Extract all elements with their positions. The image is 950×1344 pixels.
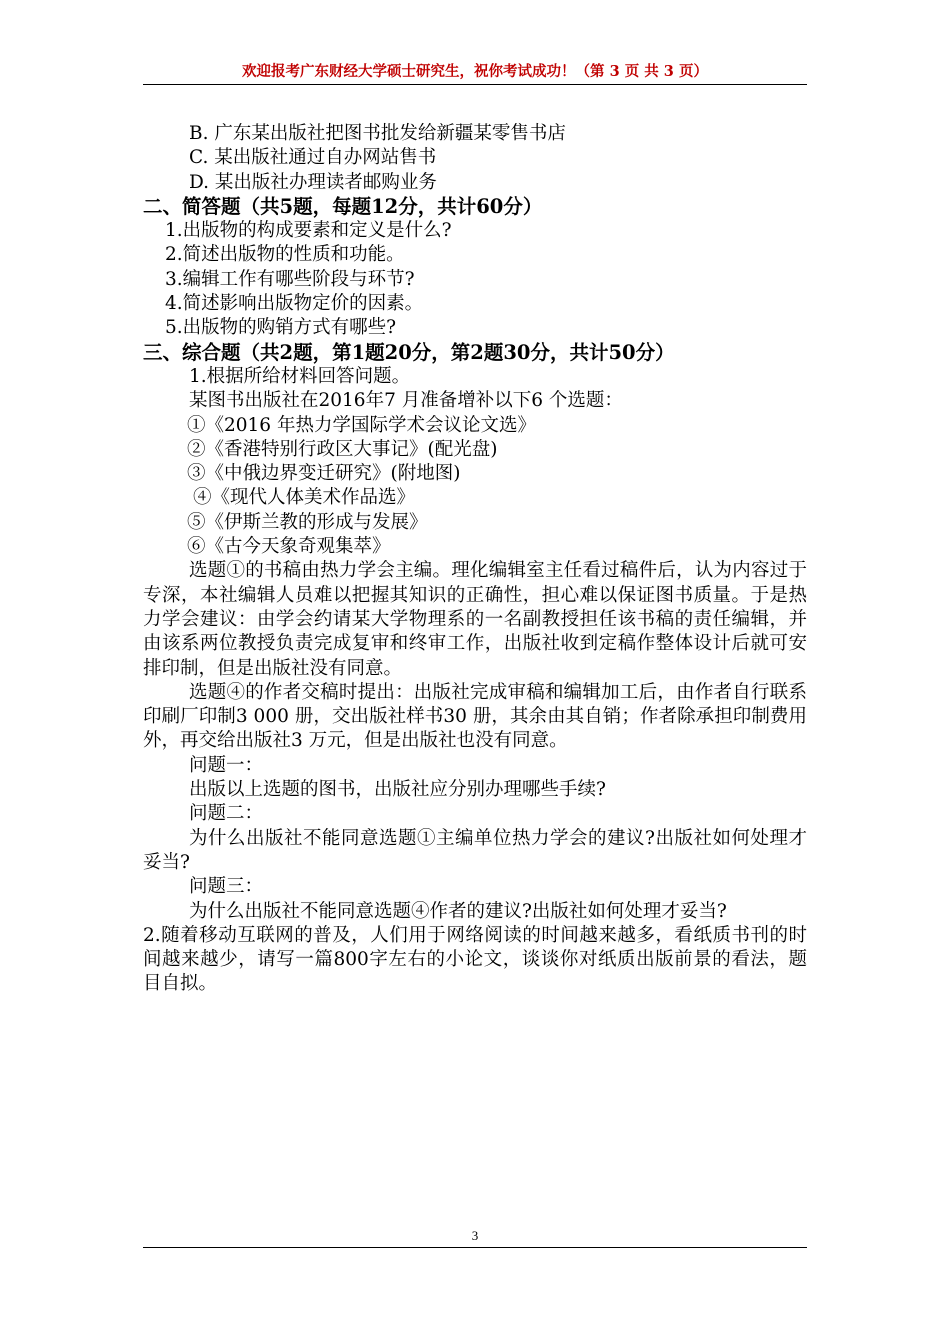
material-intro: 某图书出版社在2016年7 月准备增补以下6 个选题： <box>189 390 623 412</box>
exam-content <box>143 122 807 997</box>
short-question-3: 3.编辑工作有哪些阶段与环节? <box>165 268 415 290</box>
topic-item: ③《中俄边界变迁研究》(附地图) <box>187 463 461 485</box>
comprehensive-question-1-intro: 1.根据所给材料回答问题。 <box>189 365 411 387</box>
topic-item: ⑤《伊斯兰教的形成与发展》 <box>187 511 428 533</box>
material-paragraph-1: 选题①的书稿由热力学会主编。理化编辑室主任看过稿件后，认为内容过于专深，本社编辑人员难以把握其知识的正确性，担心难以保证图书质量。于是热力学会建议：由学会约请某大学物理系的一名副教授担任该书稿的责任编辑，并由该系两位教授负责完成复审和终审工作，出版社收到定稿作整体设计后就可安排印制，但是出版社没有同意。 <box>143 560 807 679</box>
page-number: 3 <box>471 1228 479 1243</box>
comprehensive-question-2: 2.随着移动互联网的普及，人们用于网络阅读的时间越来越多，看纸质书刊的时间越来越少，请写一篇800字左右的小论文，谈谈你对纸质出版前景的看法，题目自拟。 <box>143 924 807 995</box>
problem-2-text: 为什么出版社不能同意选题①主编单位热力学会的建议?出版社如何处理才妥当? <box>143 827 807 873</box>
short-question-2: 2.简述出版物的性质和功能。 <box>165 244 405 266</box>
page-header: 欢迎报考广东财经大学硕士研究生，祝你考试成功！（第 3 页 共 3 页） <box>143 62 807 85</box>
option-c: C. 某出版社通过自办网站售书 <box>189 147 437 169</box>
section-3-title: 三、综合题（共2题，第1题20分，第2题30分，共计50分） <box>143 340 675 364</box>
topic-item: ⑥《古今天象奇观集萃》 <box>187 536 391 558</box>
short-question-5: 5.出版物的购销方式有哪些? <box>165 317 397 339</box>
problem-2-label: 问题二： <box>189 803 264 825</box>
problem-1-text: 出版以上选题的图书，出版社应分别办理哪些手续? <box>189 779 606 801</box>
option-b: B. 广东某出版社把图书批发给新疆某零售书店 <box>189 123 566 144</box>
section-2-title: 二、简答题（共5题，每题12分，共计60分） <box>143 194 543 218</box>
option-d: D. 某出版社办理读者邮购业务 <box>189 171 437 193</box>
footer-divider <box>143 1247 807 1248</box>
short-question-1: 1.出版物的构成要素和定义是什么? <box>165 220 452 242</box>
problem-3-text: 为什么出版社不能同意选题④作者的建议?出版社如何处理才妥当? <box>189 900 727 922</box>
topic-item: ②《香港特别行政区大事记》(配光盘) <box>187 438 498 460</box>
topic-item: ①《2016 年热力学国际学术会议论文选》 <box>187 414 536 436</box>
topic-item: ④《现代人体美术作品选》 <box>193 487 416 509</box>
problem-1-label: 问题一： <box>189 754 264 776</box>
material-paragraph-2: 选题④的作者交稿时提出：出版社完成审稿和编辑加工后，由作者自行联系印刷厂印制3 000 册，交出版社样书30 册，其余由其自销；作者除承担印制费用外，再交给出版社3 万元，但是出版社也没有同意。 <box>143 681 807 752</box>
short-question-4: 4.简述影响出版物定价的因素。 <box>165 293 424 315</box>
problem-3-label: 问题三： <box>189 876 264 898</box>
